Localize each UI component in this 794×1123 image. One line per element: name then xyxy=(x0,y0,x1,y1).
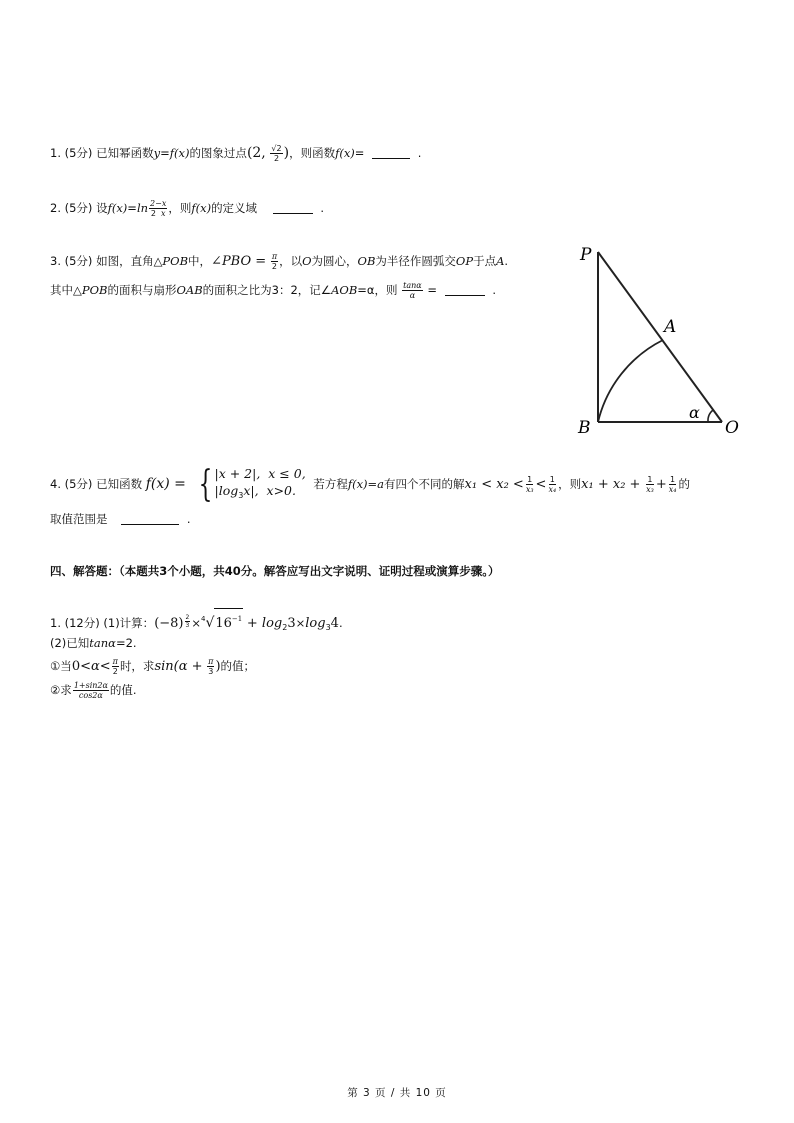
q4-piecewise: { |x + 2|, x ≤ 0, $|\log_3x|$, x>0. xyxy=(198,463,306,505)
answer-1-line-4: ②求 $\frac{1+\sin 2\alpha}{\cos 2\alpha}$ 的值. xyxy=(50,681,137,700)
a1-number: 1. (12分) xyxy=(50,616,100,630)
question-3-line-1: 3. (5分) 如图，直角△POB中，∠PBO = $\frac{\pi}{2}$ ，以O为圆心，OB为半径作圆弧交OP于点A. xyxy=(50,252,509,271)
question-1: 1. (5分) 已知幂函数y=f(x)的图象过点(2, $\frac{√2}{2}$ )，则函数f(x)= . xyxy=(50,144,422,163)
question-3-line-2: 其中△POB的面积与扇形OAB的面积之比为3：2，记∠AOB=α，则 $\frac{\tan\alpha}{\alpha}$ = . xyxy=(50,281,496,300)
label-b: B xyxy=(578,418,591,438)
q4-answer-blank xyxy=(121,512,179,525)
label-o: O xyxy=(725,418,739,438)
answer-1-line-1: 1. (12分) (1)计算：(−8) $\frac{2}{3}$ $\times^4√16^{-1} + \log_23\times\log_34$. xyxy=(50,608,343,638)
label-a: A xyxy=(664,317,677,337)
question-4-line-2: 取值范围是 . xyxy=(50,512,191,526)
page-footer: 第 3 页 / 共 10 页 xyxy=(347,1087,447,1099)
question-2: 2. (5分) 设f(x)=ln $\frac{2-x}{2 x}$ ，则f(x)的定义域 . xyxy=(50,199,325,218)
q1-answer-blank xyxy=(372,146,410,159)
answer-1-line-2: (2)已知tanα=2. xyxy=(50,636,137,650)
label-p: P xyxy=(580,245,592,265)
q2-answer-blank xyxy=(273,201,313,214)
q2-number: 2. (5分) xyxy=(50,201,93,215)
q2-fraction: $\frac{2-x}{2 x}$ xyxy=(150,199,167,218)
q3-number: 3. (5分) xyxy=(50,254,93,268)
q1-number: 1. (5分) xyxy=(50,146,93,160)
question-4-line-1: 4. (5分) 已知函数 f(x) = { |x + 2|, x ≤ 0, $|\log_3x|$, x>0. 若方程f(x)=a有四个不同的解x₁ < x₂ < $\frac{1}{\text{x₃}}$ < $\frac{1}{\text{x₄}}$ ，则x₁ + x₂ + $\frac{1}{\text{x₃}}$ + $\frac{1}{\text{x₄}}$ 的 xyxy=(50,463,690,505)
q3-answer-blank xyxy=(445,283,485,296)
triangle-figure xyxy=(570,240,750,440)
section-4-heading: 四、解答题：（本题共3个小题，共40分。解答应写出文字说明、证明过程或演算步骤。） xyxy=(50,564,500,578)
q4-number: 4. (5分) xyxy=(50,477,93,491)
a1-fraction: $\frac{1+\sin 2\alpha}{\cos 2\alpha}$ xyxy=(73,681,108,700)
q3-fraction: $\frac{\tan\alpha}{\alpha}$ xyxy=(403,281,422,300)
q1-fraction: $\frac{√2}{2}$ xyxy=(271,144,282,163)
angle-alpha-arc xyxy=(708,410,713,422)
a1-radical: $16^{-1}$ xyxy=(214,608,243,634)
segment-po xyxy=(598,252,722,422)
label-alpha: α xyxy=(689,403,700,422)
answer-1-line-3: ①当0<α< $\frac{\pi}{2}$ 时，求sin(α + $\frac{\pi}{3}$ )的值； xyxy=(50,657,256,676)
arc-ba xyxy=(598,340,663,422)
